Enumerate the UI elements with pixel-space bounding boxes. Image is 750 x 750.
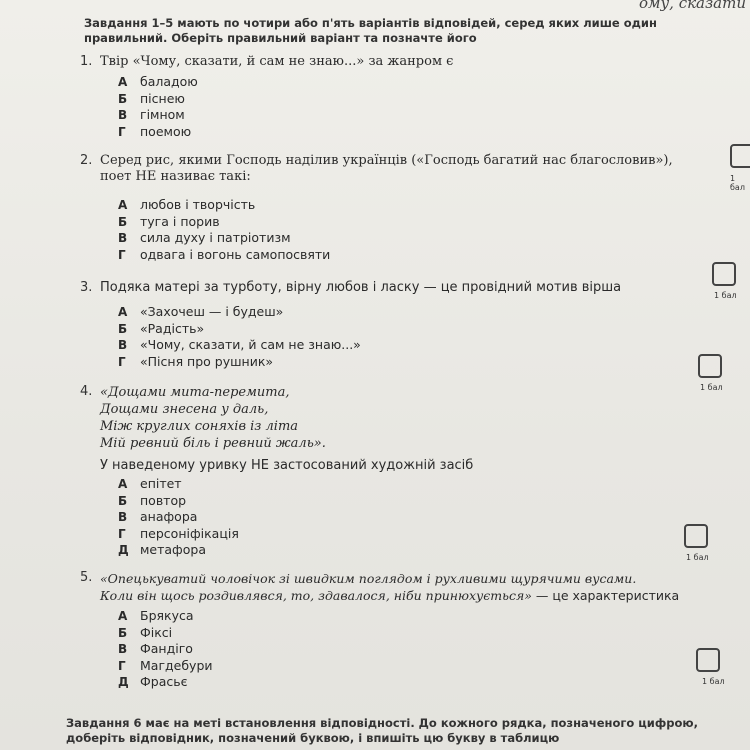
option[interactable]: Д метафора <box>118 542 206 558</box>
poem-line: Між круглих соняхів із літа <box>100 419 299 434</box>
option[interactable]: Б повтор <box>118 492 187 508</box>
option[interactable]: Б піснею <box>118 90 185 106</box>
question-number: 2. <box>80 153 93 168</box>
option[interactable]: А Брякуса <box>118 608 194 623</box>
answer-box-4[interactable] <box>684 524 708 548</box>
options-list <box>118 304 361 370</box>
options-list <box>118 476 239 559</box>
score-label-4: 1 бал <box>686 553 709 562</box>
options-list <box>118 608 213 691</box>
answer-box-1[interactable] <box>730 144 750 168</box>
question-number: 5. <box>80 570 93 585</box>
quote-line: «Опецькуватий чоловічок зі швидким поглядом і рухливими щурячими вусами. <box>100 571 637 586</box>
option[interactable]: Г Магдебури <box>118 657 213 673</box>
quote-line: Коли він щось роздивлявся, то, здавалося, ніби принюхується» <box>100 588 532 603</box>
option[interactable]: В гімном <box>118 107 185 123</box>
option[interactable]: Г одвага і вогонь самопосвяти <box>118 246 331 262</box>
question-text: Твір «Чому, сказати, й сам не знаю...» за жанром є <box>100 54 454 69</box>
corner-text: ому, сказати <box>638 0 746 12</box>
option[interactable]: А «Захочеш — і будеш» <box>118 304 284 319</box>
quote-tail: — це характеристика <box>531 588 680 603</box>
instruction-bottom: Завдання 6 має на меті встановлення відповідності. До кожного рядка, позначеного цифрою, доберіть відповідник, позначений буквою, і впишіть цю букву в таблицю <box>66 716 698 745</box>
options-list <box>118 197 330 263</box>
option[interactable]: Д Фрасьє <box>118 674 188 690</box>
answer-box-2[interactable] <box>712 262 736 286</box>
answer-box-5[interactable] <box>696 648 720 672</box>
question-text <box>100 570 700 605</box>
option[interactable]: Б «Радість» <box>118 320 205 336</box>
instruction-top: Завдання 1–5 мають по чотири або п'ять варіантів відповідей, серед яких лише один правильний. Оберіть правильний варіант та позначте його <box>84 16 657 45</box>
score-label-1: 1 бал <box>730 174 745 192</box>
option[interactable]: В «Чому, сказати, й сам не знаю...» <box>118 337 361 353</box>
poem-line: «Дощами мита-перемита, <box>100 385 290 400</box>
score-label-3: 1 бал <box>700 383 723 392</box>
option[interactable]: А епітет <box>118 476 182 491</box>
poem-excerpt <box>100 384 680 452</box>
option[interactable]: А баладою <box>118 74 198 89</box>
score-label-2: 1 бал <box>714 291 737 300</box>
option[interactable]: Г «Пісня про рушник» <box>118 353 274 369</box>
option[interactable]: Б туга і порив <box>118 213 220 229</box>
question-number: 1. <box>80 54 93 69</box>
answer-box-3[interactable] <box>698 354 722 378</box>
option[interactable]: А любов і творчість <box>118 197 256 212</box>
question-text: У наведеному уривку НЕ застосований художній засіб <box>100 458 474 473</box>
poem-line: Мій ревний біль і ревний жаль». <box>100 436 326 451</box>
question-text: Подяка матері за турботу, вірну любов і ласку — це провідний мотив вірша <box>100 280 622 295</box>
option[interactable]: В Фандіго <box>118 641 193 657</box>
option[interactable]: Г поемою <box>118 123 192 139</box>
score-label-5: 1 бал <box>702 677 725 686</box>
question-number: 3. <box>80 280 93 295</box>
option[interactable]: Г персоніфікація <box>118 525 239 541</box>
option[interactable]: В сила духу і патріотизм <box>118 230 291 246</box>
question-text: Серед рис, якими Господь наділив українців («Господь багатий нас благословив»), поет НЕ називає такі: <box>100 153 673 184</box>
options-list <box>118 74 198 140</box>
poem-line: Дощами знесена у даль, <box>100 402 269 417</box>
question-number: 4. <box>80 384 93 399</box>
option[interactable]: Б Фіксі <box>118 624 173 640</box>
option[interactable]: В анафора <box>118 509 198 525</box>
quote-line-wrap <box>100 587 700 605</box>
